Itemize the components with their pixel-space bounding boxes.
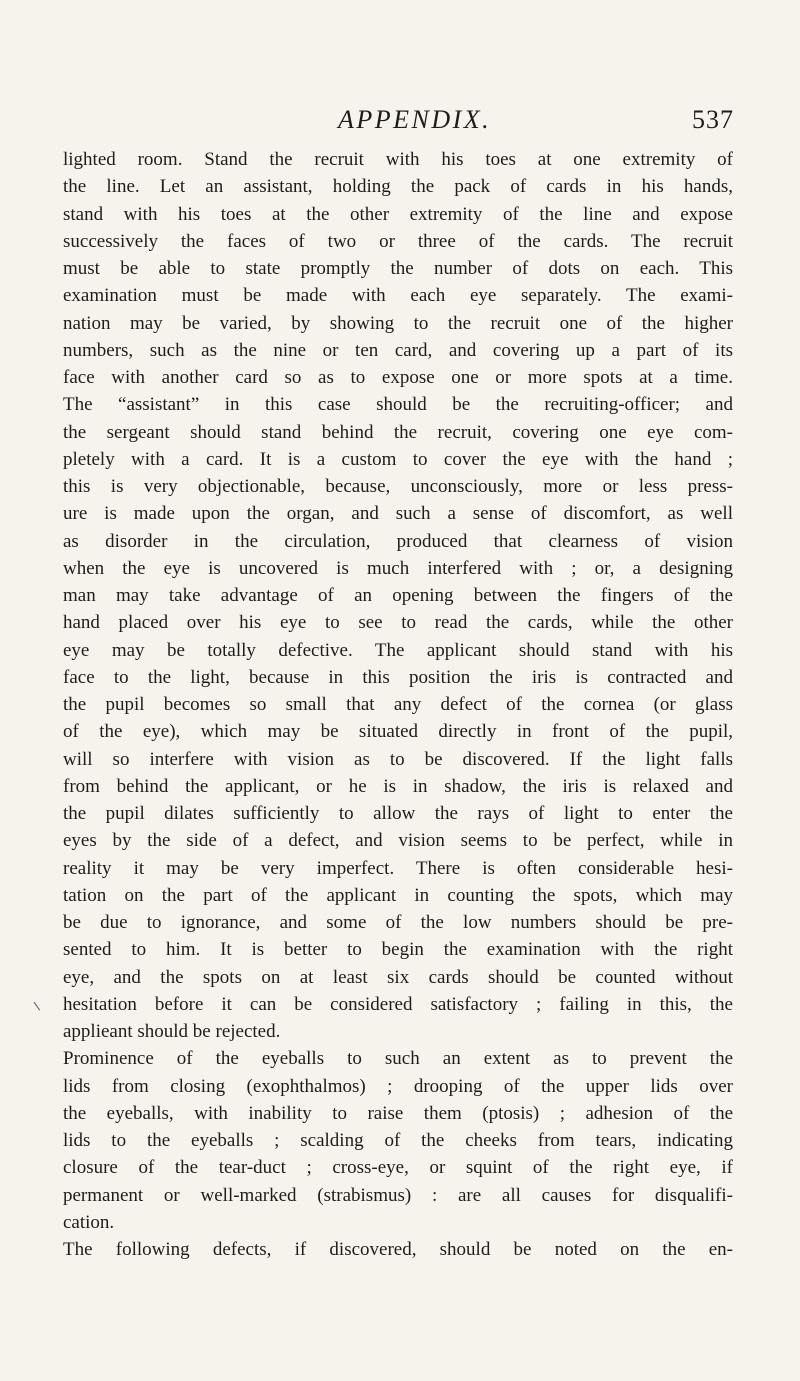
text-line: pletely with a card. It is a custom to cover the eye with the hand ;: [63, 448, 733, 470]
paragraph-following-defects: [63, 1236, 733, 1263]
text-line: must be able to state promptly the number of dots on each. This: [63, 258, 733, 279]
text-line: from behind the applicant, or he is in shadow, the iris is relaxed and: [63, 775, 733, 797]
text-line: sented to him. It is better to begin the examination with the right: [63, 939, 733, 961]
text-line: eye, and the spots on at least six cards should be counted without: [63, 966, 733, 988]
running-head: APPENDIX.: [338, 105, 492, 134]
text-line: lids to the eyeballs ; scalding of the cheeks from tears, indicating: [63, 1130, 733, 1151]
text-line: the pupil dilates sufficiently to allow the rays of light to enter the: [63, 803, 733, 824]
text-line: applieant should be rejected.: [63, 1021, 281, 1042]
text-line: ure is made upon the organ, and such a sense of discomfort, as well: [63, 503, 733, 525]
text-line: nation may be varied, by showing to the recruit one of the higher: [63, 312, 733, 334]
text-line: examination must be made with each eye separately. The exami-: [63, 285, 733, 307]
paragraph-vision-test: [63, 146, 733, 1045]
page-header: [0, 100, 800, 140]
text-line: reality it may be very imperfect. There is often considerable hesi-: [63, 857, 733, 879]
margin-mark: [34, 999, 44, 1010]
text-line: man may take advantage of an opening between the fingers of the: [63, 585, 733, 606]
text-line: hand placed over his eye to see to read the cards, while the other: [63, 612, 733, 634]
text-line: face with another card so as to expose one or more spots at a time.: [63, 367, 733, 388]
text-line: closure of the tear-duct ; cross-eye, or squint of the right eye, if: [63, 1157, 733, 1179]
text-line: eyes by the side of a defect, and vision seems to be perfect, while in: [63, 830, 733, 852]
text-line: cation.: [63, 1211, 115, 1233]
text-line: stand with his toes at the other extremity of the line and expose: [63, 203, 733, 225]
text-line: hesitation before it can be considered satisfactory ; failing in this, the: [63, 993, 733, 1015]
text-body: [63, 146, 733, 1263]
text-line: tation on the part of the applicant in counting the spots, which may: [63, 884, 733, 906]
text-line: successively the faces of two or three of the cards. The recruit: [63, 230, 733, 252]
text-line: numbers, such as the nine or ten card, and covering up a part of its: [63, 339, 733, 361]
text-line: eye may be totally defective. The applicant should stand with his: [63, 639, 733, 661]
text-line: as disorder in the circulation, produced that clearness of vision: [63, 530, 733, 552]
text-line: be due to ignorance, and some of the low numbers should be pre-: [63, 912, 733, 933]
text-line: of the eye), which may be situated directly in front of the pupil,: [63, 721, 733, 743]
text-line: when the eye is uncovered is much interfered with ; or, a designing: [63, 557, 733, 579]
text-line: The following defects, if discovered, should be noted on the en-: [63, 1239, 733, 1260]
text-line: permanent or well-marked (strabismus) : are all causes for disqualifi-: [63, 1184, 733, 1206]
paragraph-eye-defects: [63, 1045, 733, 1236]
page-number: 537: [692, 105, 734, 134]
text-line: the sergeant should stand behind the recruit, covering one eye com-: [63, 421, 733, 443]
text-line: face to the light, because in this position the iris is contracted and: [63, 666, 733, 688]
text-line: The “assistant” in this case should be the recruiting-officer; and: [63, 394, 733, 416]
text-line: lighted room. Stand the recruit with his toes at one extremity of: [63, 149, 733, 170]
text-line: Prominence of the eyeballs to such an extent as to prevent the: [63, 1048, 733, 1070]
text-line: lids from closing (exophthalmos) ; drooping of the upper lids over: [63, 1075, 733, 1097]
text-line: the eyeballs, with inability to raise them (ptosis) ; adhesion of the: [63, 1102, 733, 1124]
text-line: the pupil becomes so small that any defect of the cornea (or glass: [63, 694, 733, 715]
text-line: the line. Let an assistant, holding the pack of cards in his hands,: [63, 176, 733, 198]
text-line: this is very objectionable, because, unconsciously, more or less press-: [63, 476, 733, 497]
text-line: will so interfere with vision as to be discovered. If the light falls: [63, 748, 733, 770]
